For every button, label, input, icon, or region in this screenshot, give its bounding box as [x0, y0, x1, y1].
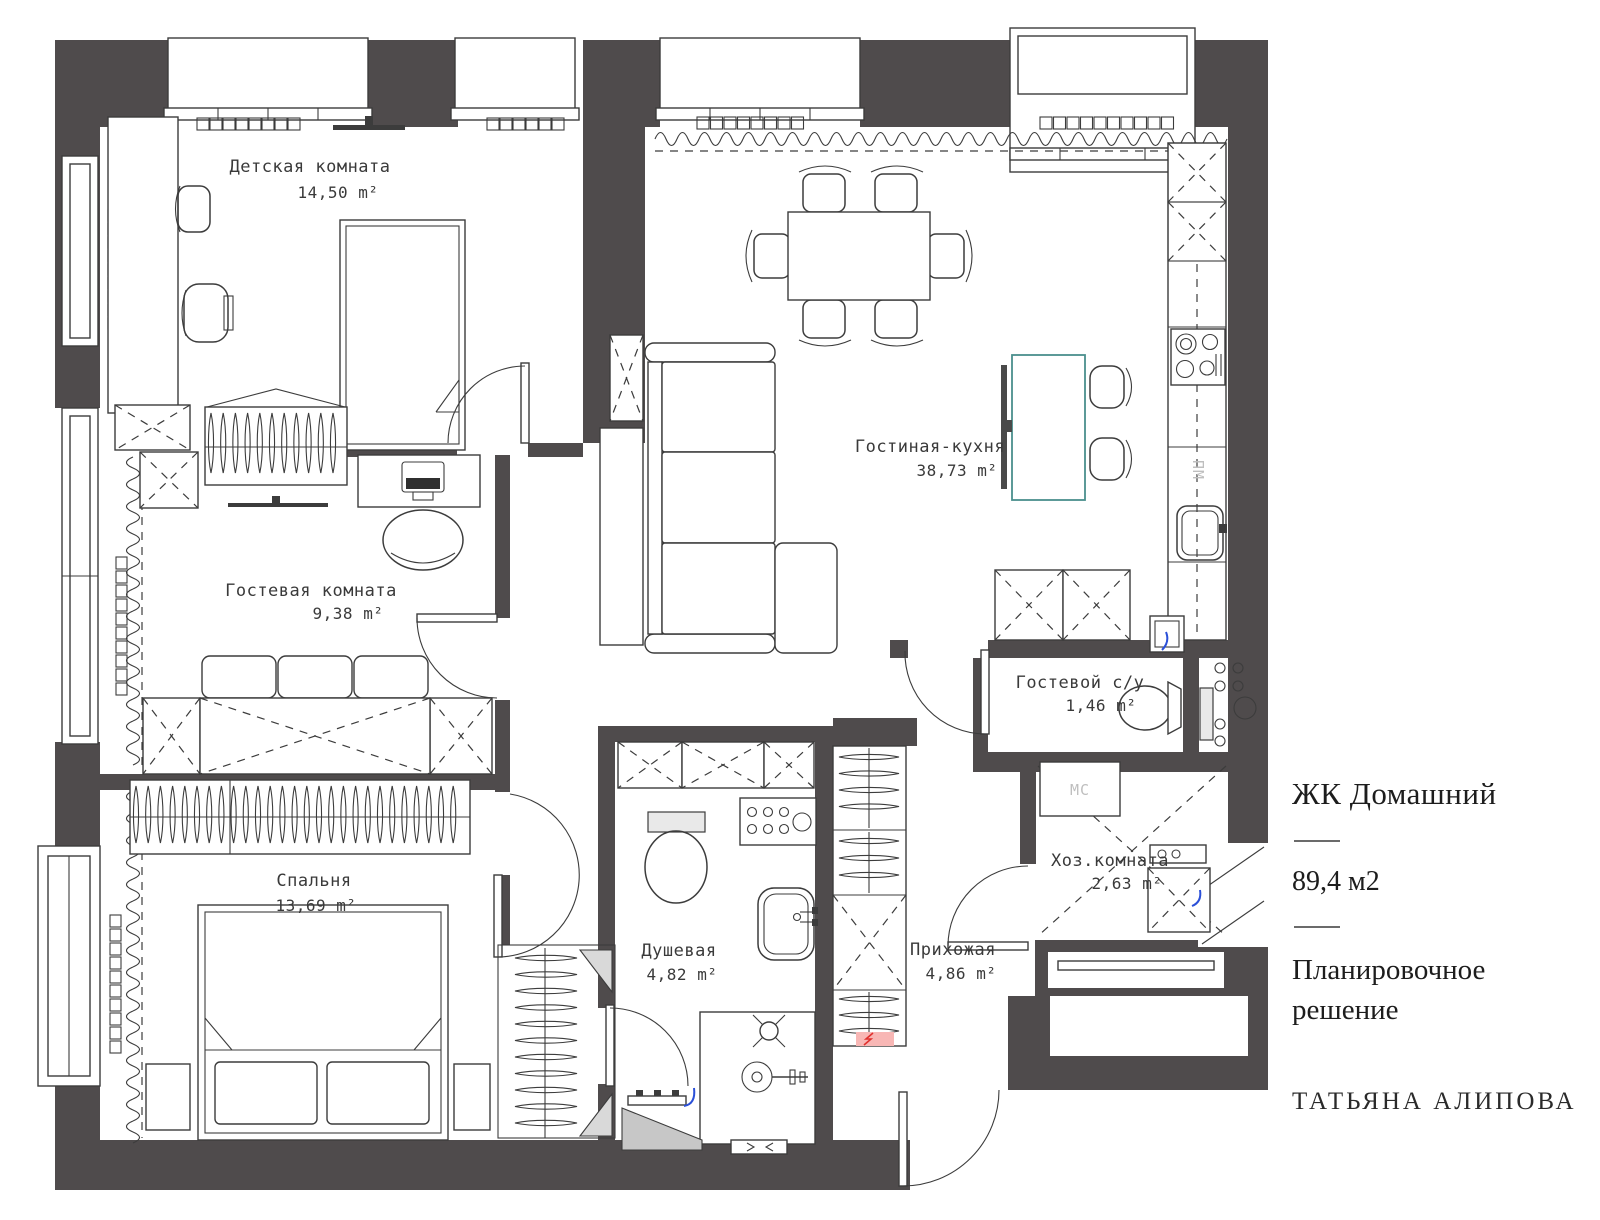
total-area: 89,4 м2: [1292, 866, 1380, 897]
room-label: Гостиная-кухня: [854, 437, 1006, 457]
kitchen-island: [1001, 355, 1132, 500]
author-name: ТАТЬЯНА АЛИПОВА: [1292, 1088, 1577, 1116]
room-label: Гостевая комната: [225, 581, 397, 601]
room-label: Хоз.комната: [1050, 851, 1170, 871]
project-title: ЖК Домашний: [1292, 776, 1497, 811]
chair: [871, 300, 923, 346]
closet-hall: [498, 945, 615, 1138]
chair: [799, 300, 851, 346]
room-label: Душевая: [641, 941, 717, 961]
bench: [731, 1140, 787, 1154]
shower-head: [760, 1022, 778, 1040]
desk: [108, 117, 178, 413]
nightstand: [454, 1064, 490, 1130]
washer-label: МС: [1069, 781, 1091, 799]
closet-living: [995, 570, 1130, 640]
desk: [358, 455, 480, 507]
room-label: Спальня: [276, 871, 352, 891]
tv-console: [600, 428, 643, 645]
room-label: Детская комната: [229, 157, 391, 177]
office-chair: [182, 284, 233, 342]
door-guest: [417, 614, 497, 698]
room-area: 1,46 m²: [1065, 696, 1137, 715]
toilet-icon: [645, 812, 707, 903]
door-shower: [606, 1005, 688, 1086]
chaise: [775, 543, 837, 653]
divider: [1294, 926, 1340, 928]
title-block: [1292, 776, 1582, 1116]
room-bedroom: [130, 780, 615, 1140]
wardrobe: [205, 389, 347, 485]
room-area: 2,63 m²: [1091, 874, 1163, 893]
shelf: [622, 1108, 702, 1150]
kitchen-run: [1168, 143, 1227, 640]
cooktop: [1171, 329, 1225, 385]
chair: [799, 166, 851, 212]
shaft: [610, 335, 643, 421]
chair: [928, 230, 972, 282]
room-label: Прихожая: [910, 940, 996, 960]
nightstand: [146, 1064, 190, 1130]
room-area: 38,73 m²: [916, 461, 998, 480]
chair: [176, 186, 211, 232]
chair: [746, 230, 790, 282]
tv: [1001, 365, 1007, 489]
electric-panel: [856, 1032, 894, 1046]
room-living-kitchen: [600, 143, 1227, 653]
closet-boxes: [115, 405, 198, 508]
bed-single: [340, 220, 465, 450]
divider: [1294, 840, 1340, 842]
subtitle: Планировочное решение: [1292, 954, 1486, 1027]
door-utility: [948, 866, 1028, 950]
room-utility: [948, 762, 1226, 950]
room-hallway: [833, 746, 999, 1186]
pillow: [327, 1062, 429, 1124]
bed-double: [198, 905, 448, 1140]
dishwasher-label: ПМ: [1189, 459, 1207, 481]
dining-table-set: [746, 166, 972, 346]
room-guest-wc: [905, 650, 1256, 746]
small-sink: [1150, 616, 1184, 652]
room-shower: [606, 742, 818, 1154]
upper-cabinets: [618, 742, 814, 788]
wardrobe: [130, 780, 470, 854]
basin: [758, 888, 818, 960]
vanity: [740, 798, 816, 845]
chair: [871, 166, 923, 212]
room-area: 13,69 m²: [275, 896, 357, 915]
bar-stool: [1090, 438, 1132, 480]
room-area: 4,82 m²: [646, 965, 718, 984]
sofa: [645, 343, 837, 653]
chair-round: [383, 510, 463, 570]
pillow: [215, 1062, 317, 1124]
room-area: 9,38 m²: [312, 604, 384, 623]
hall-wardrobe: [833, 746, 906, 1046]
bar-stool: [1090, 366, 1132, 408]
room-area: 4,86 m²: [925, 964, 997, 983]
room-area: 14,50 m²: [297, 183, 379, 202]
room-label: Гостевой с/у: [1015, 673, 1145, 693]
shower-area: [700, 1012, 815, 1144]
door-entrance: [899, 1090, 999, 1186]
